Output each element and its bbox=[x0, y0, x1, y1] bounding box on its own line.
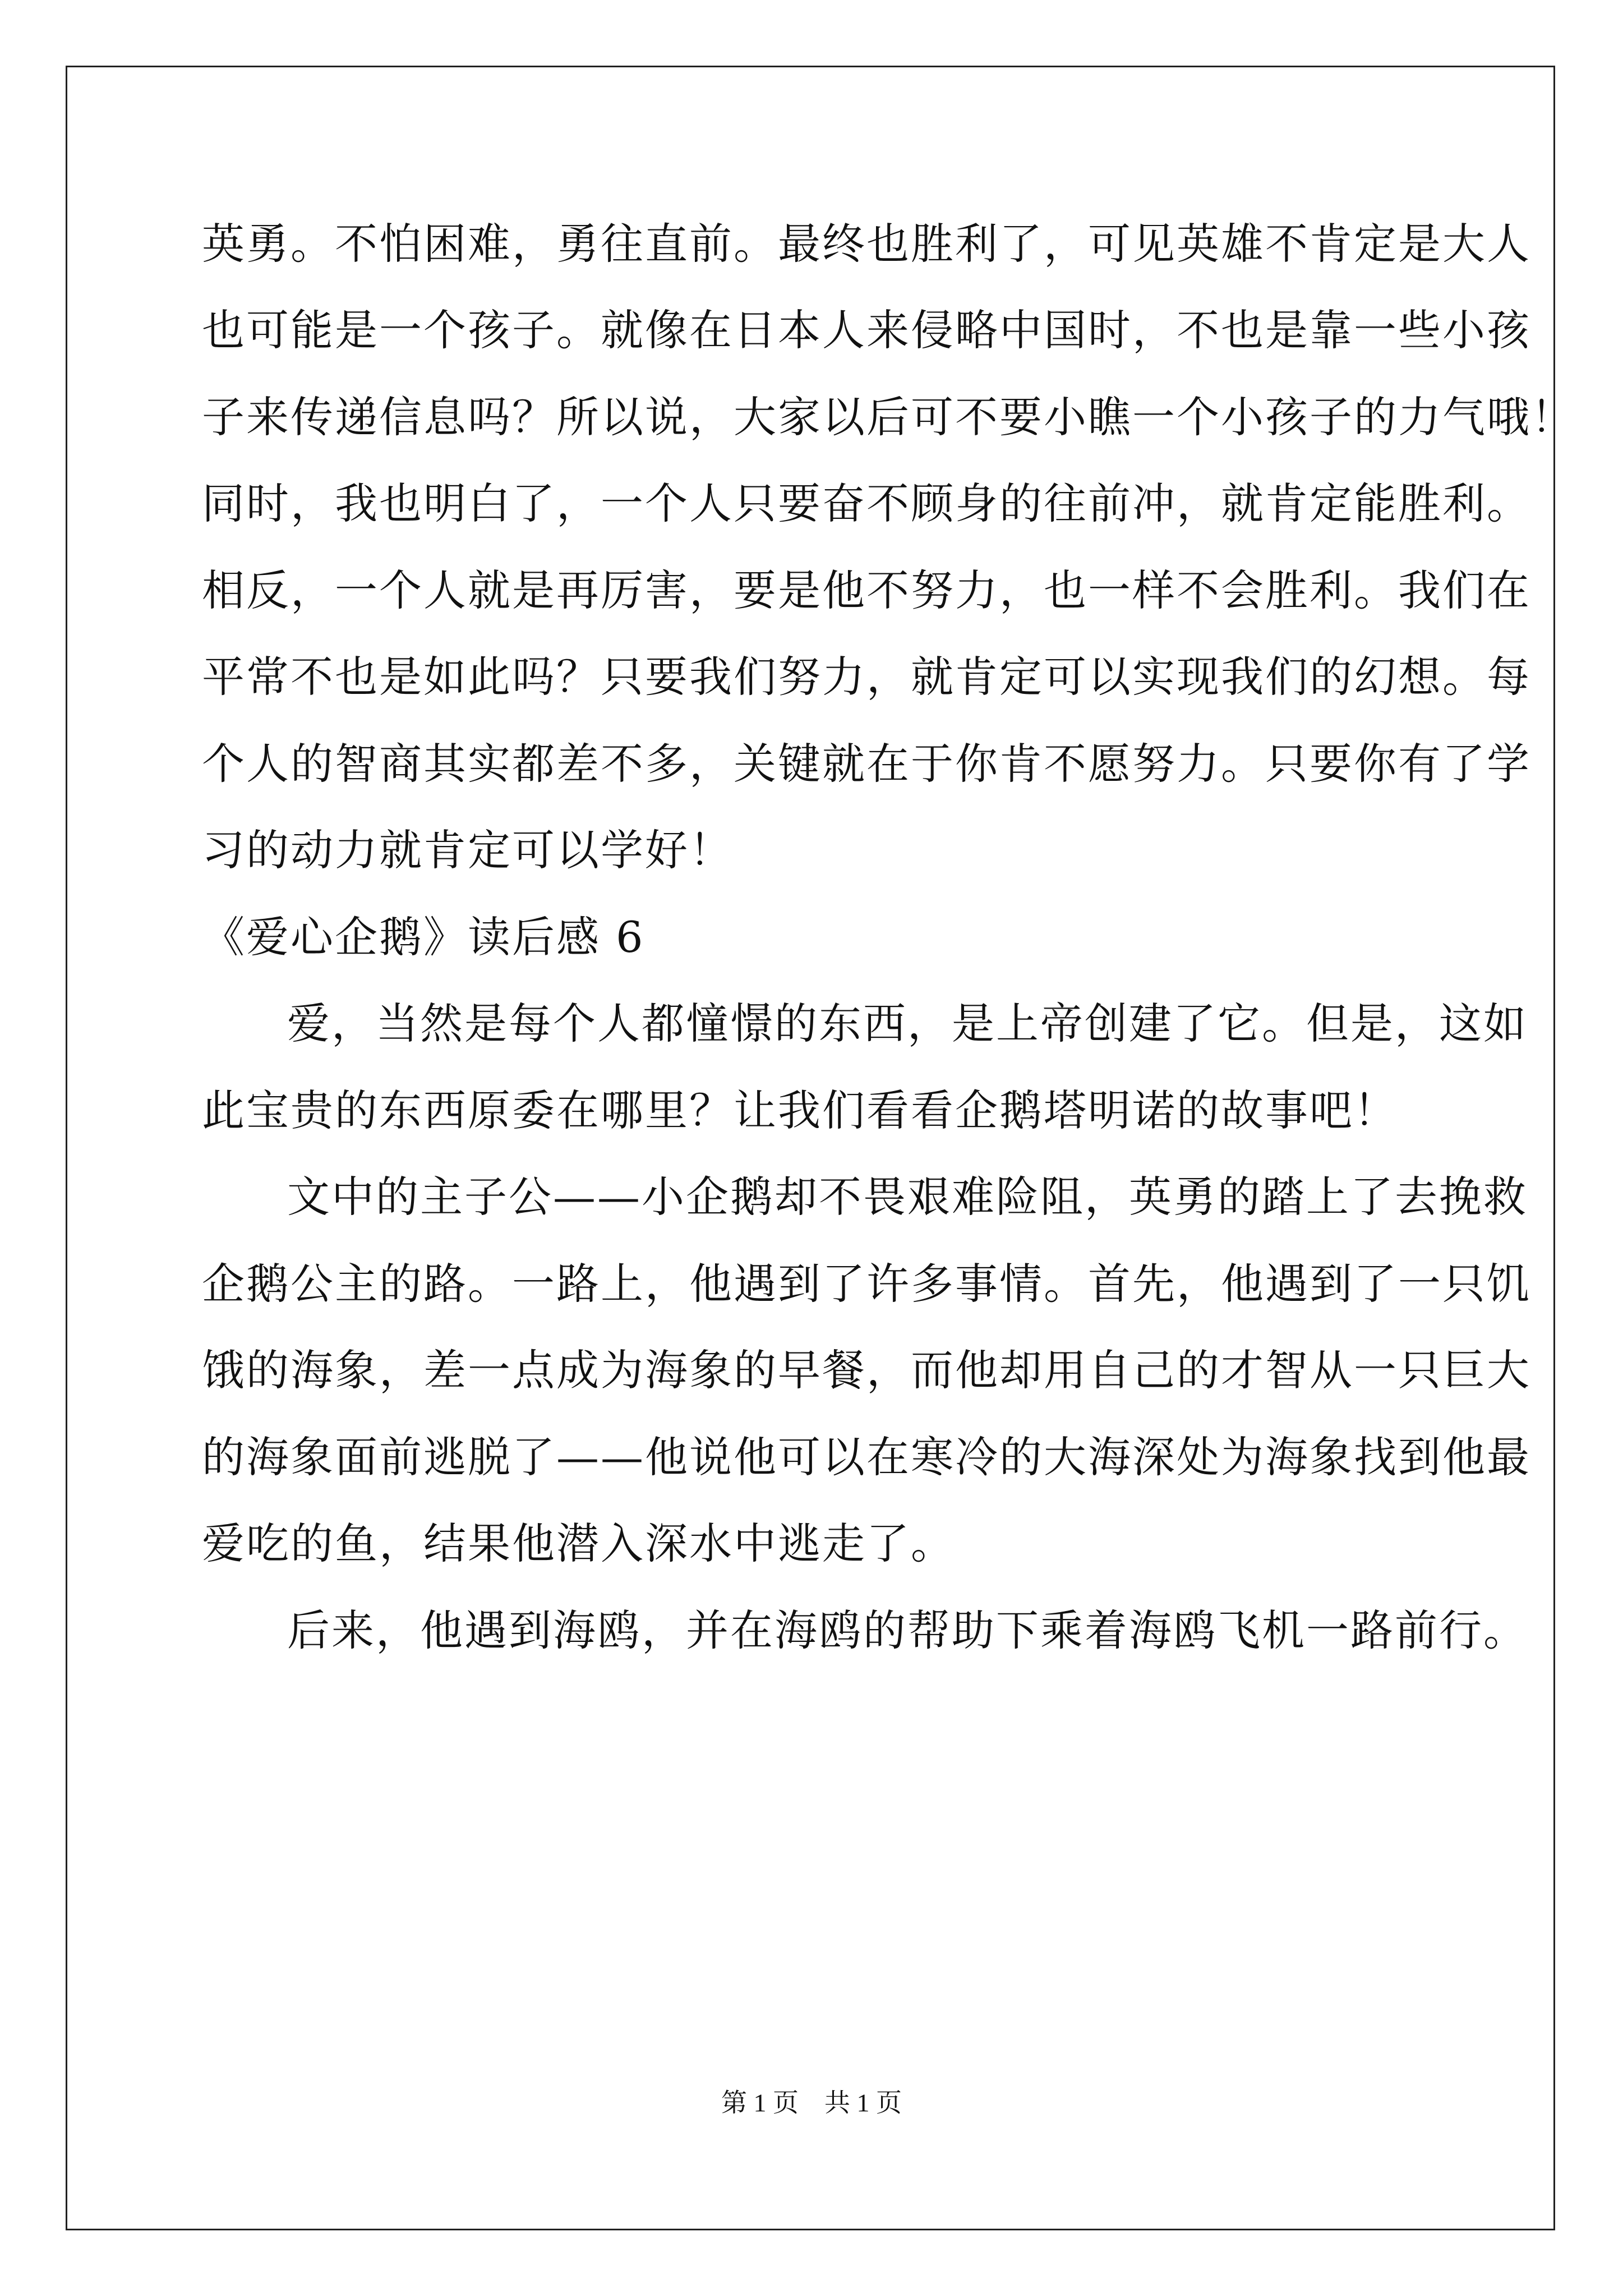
body-text-line: 个人的智商其实都差不多，关键就在于你肯不愿努力。只要你有了学 bbox=[202, 739, 1531, 789]
body-text-line: 平常不也是如此吗？只要我们努力，就肯定可以实现我们的幻想。每 bbox=[202, 652, 1531, 702]
body-text-line: 企鹅公主的路。一路上，他遇到了许多事情。首先，他遇到了一只饥 bbox=[202, 1259, 1531, 1309]
body-text-line: 英勇。不怕困难，勇往直前。最终也胜利了，可见英雄不肯定是大人 bbox=[202, 219, 1531, 269]
body-text-line: 习的动力就肯定可以学好！ bbox=[202, 825, 734, 875]
body-text-line: 同时，我也明白了，一个人只要奋不顾身的往前冲，就肯定能胜利。 bbox=[202, 478, 1531, 528]
body-text-line: 饿的海象，差一点成为海象的早餐，而他却用自己的才智从一只巨大 bbox=[202, 1345, 1531, 1395]
body-text-line: 子来传递信息吗？所以说，大家以后可不要小瞧一个小孩子的力气哦！ bbox=[202, 392, 1575, 442]
body-text-line: 此宝贵的东西原委在哪里？让我们看看企鹅塔明诺的故事吧！ bbox=[202, 1085, 1398, 1135]
section-heading: 《爱心企鹅》读后感 6 bbox=[202, 912, 645, 962]
body-text-line: 文中的主子公——小企鹅却不畏艰难险阻，英勇的踏上了去挽救 bbox=[287, 1172, 1528, 1222]
body-text-line: 爱，当然是每个人都憧憬的东西，是上帝创建了它。但是，这如 bbox=[287, 999, 1528, 1048]
page-footer: 第 1 页 共 1 页 bbox=[721, 2088, 902, 2117]
body-text-line: 也可能是一个孩子。就像在日本人来侵略中国时，不也是靠一些小孩 bbox=[202, 305, 1531, 355]
body-text-line: 爱吃的鱼，结果他潜入深水中逃走了。 bbox=[202, 1519, 955, 1568]
body-text-line: 相反，一个人就是再厉害，要是他不努力，也一样不会胜利。我们在 bbox=[202, 565, 1531, 615]
body-text-line: 后来，他遇到海鸥，并在海鸥的帮助下乘着海鸥飞机一路前行。 bbox=[287, 1605, 1528, 1655]
body-text-line: 的海象面前逃脱了——他说他可以在寒冷的大海深处为海象找到他最 bbox=[202, 1432, 1531, 1482]
